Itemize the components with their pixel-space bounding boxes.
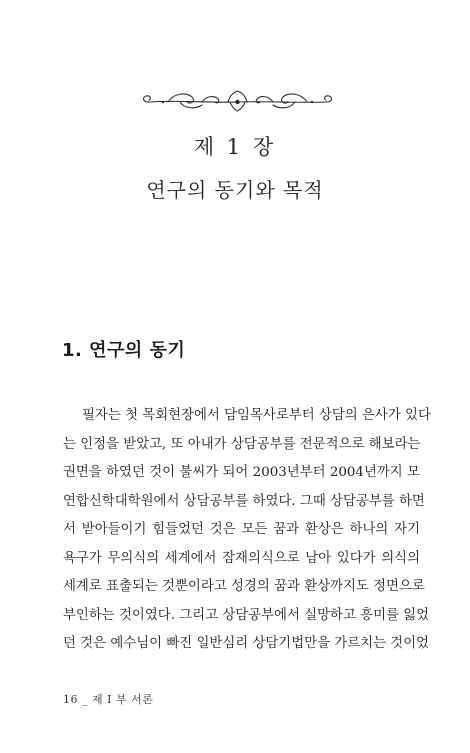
flourish-ornament-icon [140, 88, 335, 114]
paragraph-line: 권면을 하였던 것이 불씨가 되어 2003년부터 2004년까지 모 [63, 465, 420, 480]
paragraph-line: 던 것은 예수님이 빠진 일반심리 상담기법만을 가르치는 것이었 [63, 636, 430, 651]
paragraph-line: 서 받아들이기 힘들었던 것은 모든 꿈과 환상은 하나의 자기 [63, 522, 420, 537]
paragraph-line: 연합신학대학원에서 상담공부를 하였다. 그때 상담공부를 하면 [63, 493, 425, 509]
paragraph-line: 는 인정을 받았고, 또 아내가 상담공부를 전문적으로 해보라는 [63, 436, 421, 452]
paragraph-line: 필자는 첫 목회현장에서 담임목사로부터 상담의 은사가 있다 [82, 408, 431, 423]
page-footer: 16 _ 제 I 부 서론 [63, 693, 154, 706]
paragraph-line: 욕구가 무의식의 세계에서 잠재의식으로 남아 있다가 의식의 [63, 550, 420, 566]
body-paragraph [63, 402, 431, 659]
paragraph-line: 세계로 표출되는 것뿐이라고 성경의 꿈과 환상까지도 정면으로 [63, 579, 425, 594]
chapter-number: 제 1 장 [193, 135, 277, 159]
paragraph-line: 부인하는 것이였다. 그리고 상담공부에서 실망하고 흥미를 잃었 [63, 607, 430, 623]
chapter-title: 연구의 동기와 목적 [146, 178, 324, 202]
section-heading: 1. 연구의 동기 [62, 340, 186, 361]
